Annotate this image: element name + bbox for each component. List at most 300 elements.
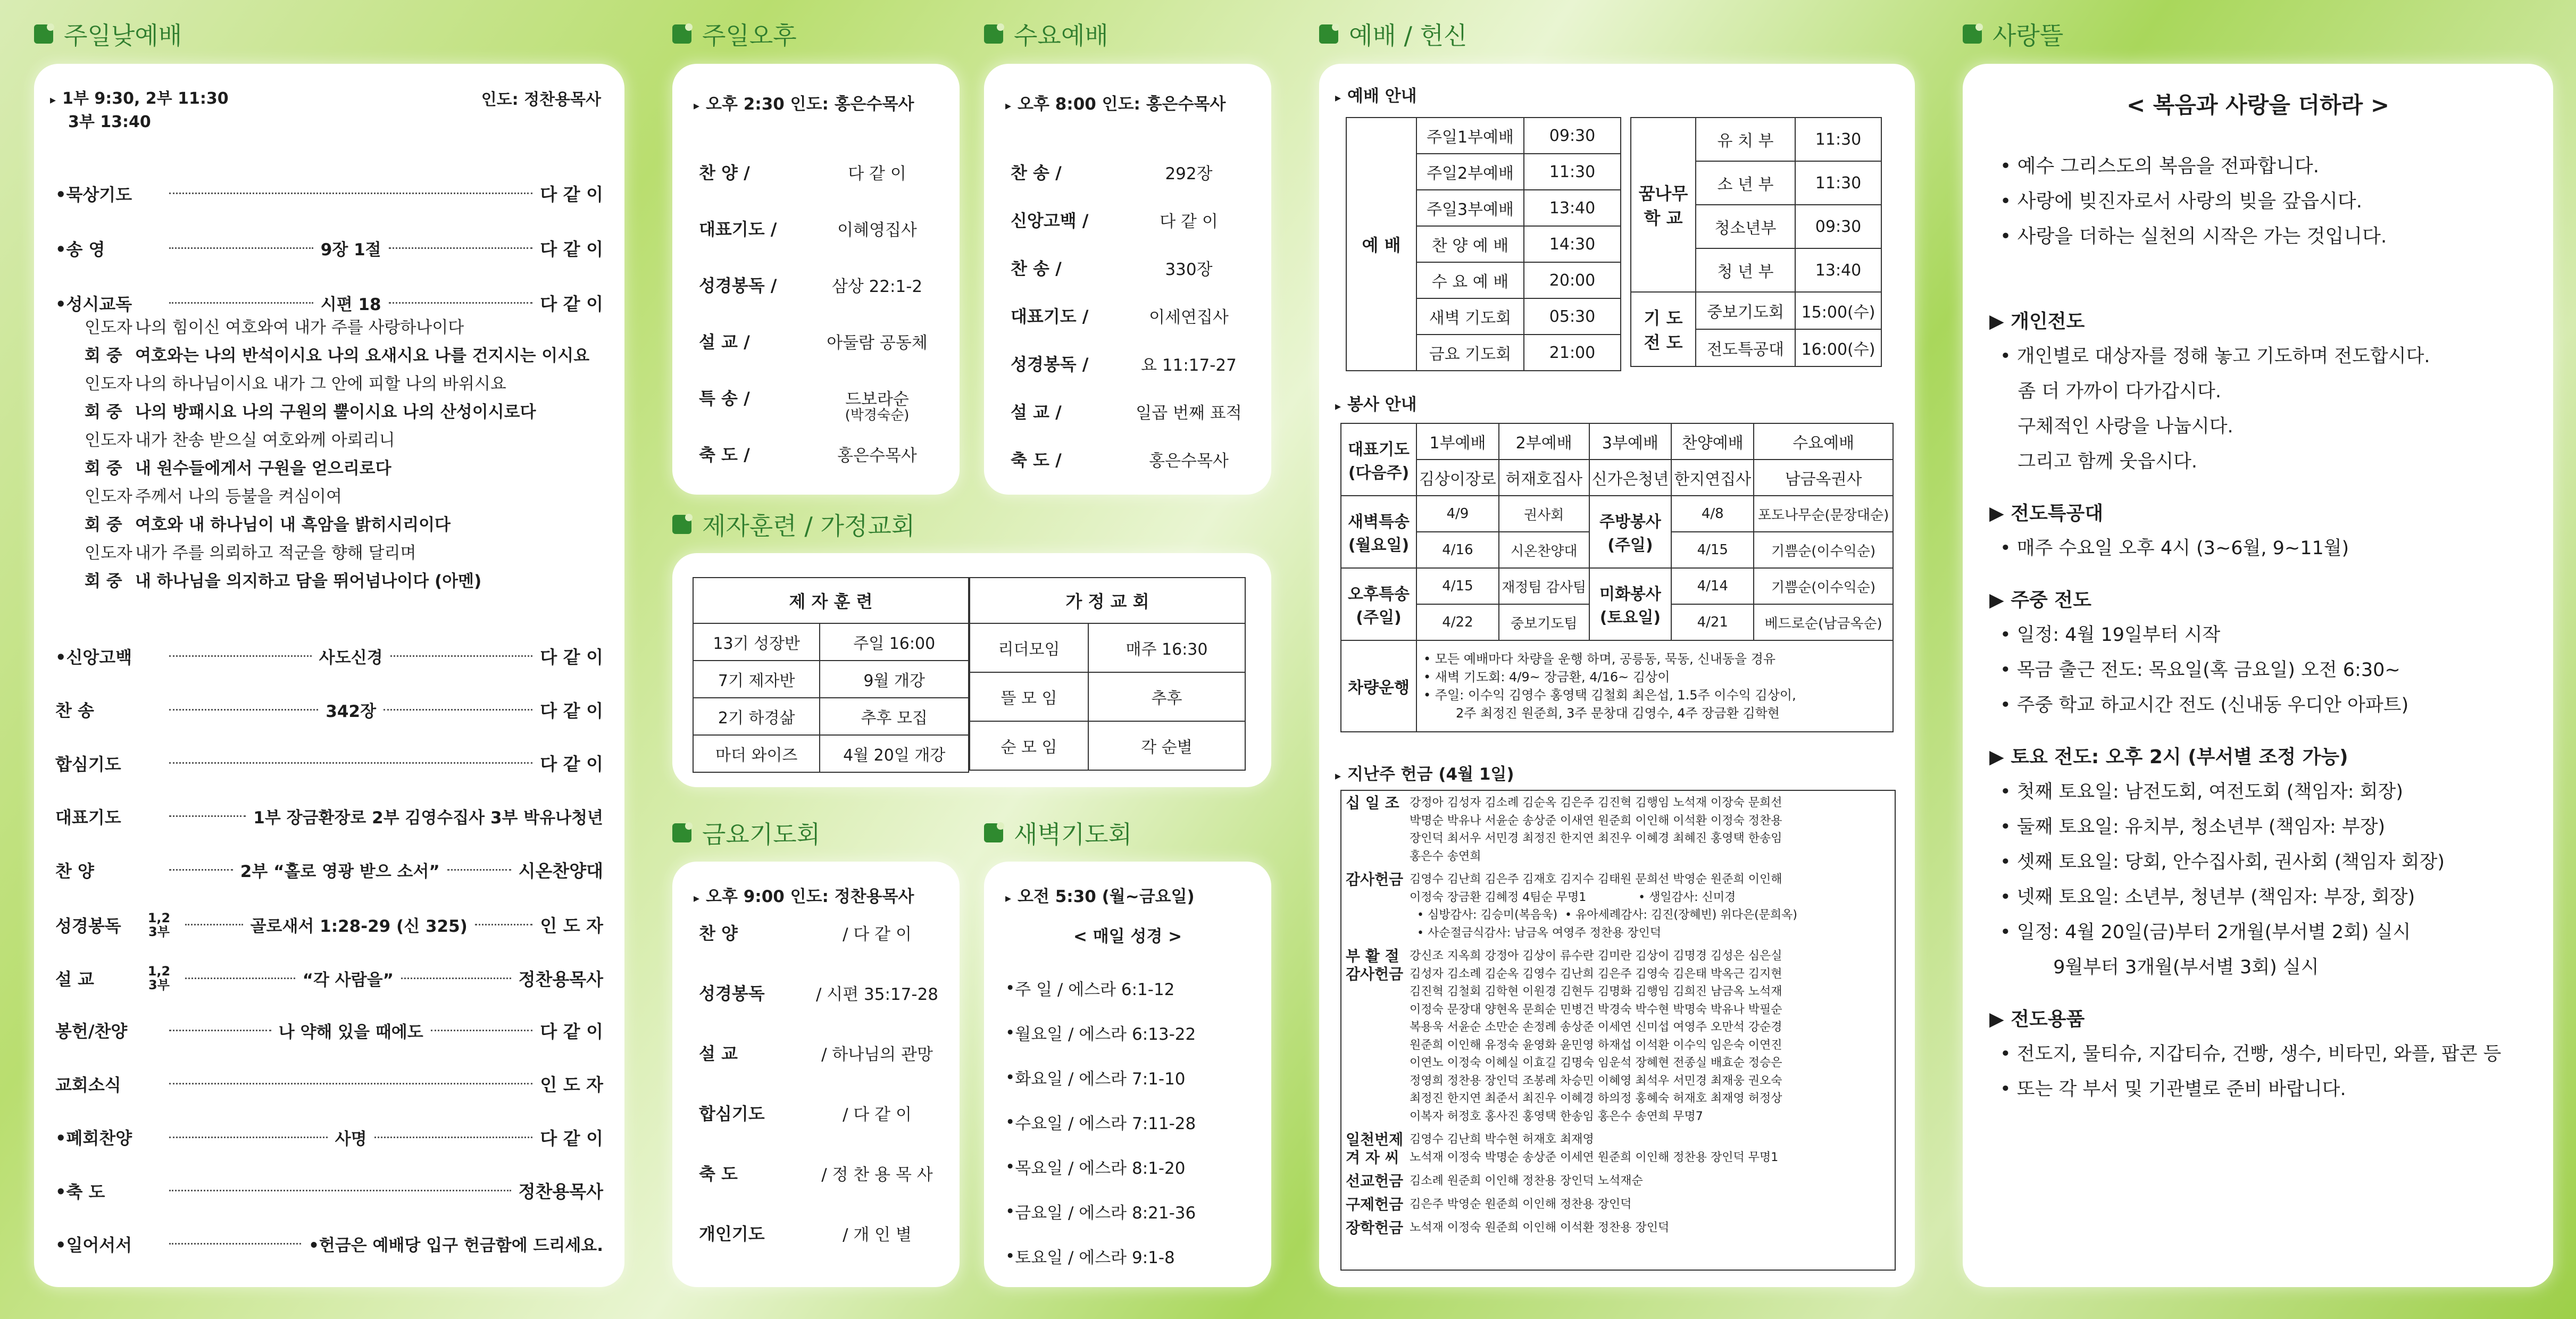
leader-dots	[169, 762, 532, 764]
offering-block	[1341, 944, 1895, 1128]
order-row	[34, 804, 624, 829]
program-value: 292장	[1165, 164, 1213, 183]
triangle-bullet-icon: ▸	[694, 892, 700, 905]
schedule-time: 11:30	[1524, 154, 1621, 190]
program-row	[984, 160, 1271, 184]
order-item: 2부 “홀로 영광 받으 소서”	[240, 862, 440, 881]
offering-label: 십 일 조	[1346, 794, 1399, 812]
program-row	[984, 351, 1271, 375]
duty-header-row	[1341, 423, 1893, 460]
leader-dots	[447, 869, 511, 871]
table-row	[693, 735, 969, 772]
bullet-dot: •	[1005, 1112, 1015, 1132]
duty-name-cell: 허재호집사	[1499, 460, 1589, 496]
program-value: / 개 인 별	[843, 1225, 912, 1245]
program-label: 특 송 /	[699, 388, 750, 408]
leaf-icon	[1963, 24, 1982, 44]
reading-line	[85, 511, 616, 539]
order-row	[34, 1018, 624, 1043]
schedule-name: 수 요 예 배	[1416, 262, 1524, 298]
program-label: 성경봉독 /	[699, 276, 777, 296]
duty-date: 4/21	[1671, 604, 1754, 640]
daily-bible-item	[984, 1021, 1271, 1045]
triangle-bullet-icon: ▸	[1335, 770, 1341, 783]
schedule-name: 주일3부예배	[1416, 190, 1524, 226]
schedule-row	[1346, 118, 1621, 154]
leaf-icon	[672, 24, 691, 44]
love-section-title: ▶ 토요 전도: 오후 2시 (부서별 조정 가능)	[1989, 746, 2348, 768]
order-person: 다 같 이	[540, 294, 604, 314]
table-cell: 4월 20일 개강	[820, 735, 969, 772]
order-label: 찬 양	[55, 861, 94, 881]
reading-speaker: 인도자	[85, 318, 132, 337]
order-item: 1부 장금환장로 2부 김영수집사 3부 박유나청년	[253, 808, 603, 828]
order-label: •송 영	[55, 239, 105, 260]
program-label: 찬 송 /	[1011, 163, 1062, 183]
leader-dots	[389, 247, 533, 249]
order-item: 9장 1절	[320, 240, 381, 260]
leader-dots	[169, 302, 313, 304]
offering-label: 선교헌금	[1346, 1172, 1404, 1190]
friday-card: ▸ 오후 9:00 인도: 정찬용목사 찬 양 / 다 같 이 성경봉독 / 시편 35:17-28 설 교 / 하나님의 관망 합심기도 / 다 같 이 축 도 / 정 찬 용 목 사 개인기도 / 개 인 별	[672, 862, 960, 1287]
daily-bible-item	[984, 1110, 1271, 1134]
leaf-icon	[672, 515, 691, 534]
reading-text: 내가 찬송 받으실 여호와께 아뢰리니	[135, 431, 395, 450]
schedule-name: 주일1부예배	[1416, 118, 1524, 154]
leader-dots	[169, 1137, 328, 1138]
offering-line: 복용욱 서윤순 소만순 손정례 송상준 이세연 신미섭 여영주 오만석 강순경	[1410, 1021, 1782, 1034]
duty-name-row	[1341, 460, 1893, 496]
order-person: 정찬용목사	[518, 1181, 603, 1202]
schedule-time: 11:30	[1795, 118, 1881, 161]
program-row	[672, 160, 960, 184]
love-section-line: • 첫째 토요일: 남전도회, 여전도회 (책임자: 회장)	[2000, 781, 2403, 803]
leader-dots	[169, 193, 532, 194]
offering-block	[1341, 1192, 1895, 1216]
order-row	[34, 697, 624, 722]
program-row	[984, 207, 1271, 232]
training-card	[672, 553, 1271, 787]
reading-speaker: 회 중	[85, 572, 122, 591]
wednesday-card: ▸ 오후 8:00 인도: 홍은수목사 찬 송 / 292장 신앙고백 / 다 같 이 찬 송 / 330장 대표기도 / 이세연집사 성경봉독 / 요 11:17-27 설 교 / 일곱 번째 표적 축 도 / 홍은수목사	[984, 64, 1271, 495]
order-person: 다 같 이	[540, 239, 604, 260]
table-cell: 9월 개강	[820, 661, 969, 698]
schedule-name: 주일2부예배	[1416, 154, 1524, 190]
reading-speaker: 인도자	[85, 374, 132, 394]
offering-names	[1410, 1172, 1643, 1190]
daily-bible-item	[984, 1244, 1271, 1268]
offering-line: 원준희 이인해 유정숙 윤영화 윤민영 하재섭 이석환 이수익 임은숙 이연진	[1410, 1038, 1782, 1052]
order-label: •묵상기도	[55, 184, 132, 205]
program-label: 대표기도 /	[1011, 306, 1089, 327]
order-person: 다 같 이	[540, 184, 603, 205]
table-cell: 추후 모집	[820, 698, 969, 735]
offering-line: 이연노 이정숙 이혜실 이효길 김명숙 임운석 장혜현 전종실 배효순 정승은	[1410, 1056, 1782, 1070]
home-church-table: 가 정 교 회 리더모임 매주 16:30 뜰 모 임 추후 순 모 임 각 순별	[969, 577, 1246, 771]
table-row	[693, 698, 969, 735]
reading-text: 내 하나님을 의지하고 담을 뛰어넘나이다 (아멘)	[135, 572, 482, 591]
program-label: 대표기도 /	[699, 219, 777, 239]
order-row	[34, 1178, 624, 1203]
program-value: 홍은수목사	[837, 446, 917, 465]
leader-dots	[384, 709, 532, 711]
table-cell: 13기 성장반	[693, 623, 820, 661]
duty-date: 4/8	[1671, 496, 1754, 532]
duty-row	[1341, 496, 1893, 532]
duty-name-cell: 남금옥권사	[1754, 460, 1893, 496]
reading-text: 내 원수들에게서 구원을 얻으리로다	[135, 459, 391, 478]
duty-header-cell: 찬양예배	[1671, 423, 1754, 460]
program-label: 성경봉독 /	[1011, 354, 1089, 374]
table-row	[970, 623, 1245, 672]
schedule-time: 11:30	[1795, 161, 1881, 205]
program-row	[672, 1221, 960, 1245]
bullet-dot: •	[1005, 1023, 1015, 1042]
table-cell: 순 모 임	[970, 721, 1088, 770]
program-label: 찬 양 /	[699, 163, 750, 183]
leader-dots	[390, 655, 533, 657]
duty-date: 4/16	[1416, 532, 1499, 568]
order-item: 342장	[326, 702, 377, 721]
program-row	[672, 1040, 960, 1065]
reading-line	[85, 539, 616, 567]
love-section-title: ▶ 전도용품	[1989, 1008, 2085, 1030]
duty-team: 베드로순(남금옥순)	[1754, 604, 1893, 640]
daily-bible-text: 토요일 / 에스라 9:1-8	[1015, 1248, 1175, 1267]
order-row	[34, 911, 624, 939]
program-label: 설 교	[699, 1043, 738, 1064]
schedule-time: 20:00	[1524, 262, 1621, 298]
car-line: • 주일: 이수익 김영수 홍영택 김철회 최은섭, 1.5주 이수익 김상이,	[1423, 688, 1796, 703]
table-cell: 2기 하경삶	[693, 698, 820, 735]
table-cell: 리더모임	[970, 623, 1088, 672]
order-row	[34, 644, 624, 669]
daily-bible-text: 목요일 / 에스라 8:1-20	[1015, 1159, 1186, 1178]
program-value: / 다 같 이	[843, 924, 912, 944]
love-section-line: 그리고 함께 웃읍시다.	[2000, 451, 2198, 472]
love-section-title: ▶ 전도특공대	[1989, 503, 2104, 524]
offering-label: 부 활 절 감사헌금	[1346, 947, 1404, 983]
duty-group-label: 미화봉사 (토요일)	[1589, 568, 1672, 640]
program-row	[984, 303, 1271, 328]
section-header-love: 사랑뜰	[1963, 15, 2063, 53]
order-row	[34, 236, 624, 261]
leader-dots	[374, 1137, 533, 1138]
table-cell: 매주 16:30	[1088, 623, 1245, 672]
section-header-sunday: 주일낮예배	[34, 15, 182, 53]
schedule-time: 13:40	[1795, 248, 1881, 292]
program-row	[672, 1161, 960, 1185]
order-person: 시온찬양대	[518, 861, 603, 881]
love-sections	[1989, 287, 2542, 1107]
daily-bible-text: 금요일 / 에스라 8:21-36	[1015, 1204, 1196, 1223]
love-section-title: ▶ 개인전도	[1989, 311, 2085, 332]
offering-label: 장학헌금	[1346, 1219, 1404, 1237]
love-section-line: • 주중 학교 하교시간 전도 (신내동 우디안 아파트)	[2000, 695, 2409, 716]
program-label: 합심기도	[699, 1104, 765, 1124]
reading-speaker: 회 중	[85, 403, 122, 422]
program-label: 축 도 /	[1011, 450, 1062, 470]
table-row	[693, 661, 969, 698]
leaf-icon	[1319, 24, 1338, 44]
offering-label: 구제헌금	[1346, 1196, 1404, 1213]
duty-name-cell: 한지연집사	[1671, 460, 1754, 496]
reading-line	[85, 455, 616, 483]
table-cell: 마더 와이즈	[693, 735, 820, 772]
offering-line: 이정숙 장금환 김혜정 4팀순 무명1 • 생일감사: 신미경	[1410, 890, 1736, 904]
order-row	[34, 857, 624, 882]
offering-line: 정영희 정찬용 장인덕 조봉례 차승민 이혜영 최석우 서민경 최재웅 권오숙	[1410, 1074, 1782, 1088]
offering-line: 김영수 김난희 박수현 허재호 최재영	[1410, 1133, 1594, 1146]
offering-list	[1340, 790, 1896, 1271]
order-label: •폐회찬양	[55, 1128, 132, 1148]
program-label: 축 도 /	[699, 445, 750, 465]
program-value: 330장	[1165, 260, 1213, 279]
duty-header-cell: 3부예배	[1589, 423, 1672, 460]
intro-line: • 사랑에 빚진자로서 사랑의 빚을 갚읍시다.	[2000, 190, 2363, 212]
offering-names	[1410, 1131, 1778, 1167]
schedule-row	[1631, 118, 1881, 161]
car-row	[1341, 640, 1893, 732]
program-label: 축 도	[699, 1164, 738, 1184]
duty-group-label: 주방봉사 (주일)	[1589, 496, 1672, 568]
order-item: •헌금은 예배당 입구 헌금함에 드리세요.	[309, 1236, 603, 1255]
service-duty-table	[1340, 423, 1894, 732]
leader-dots	[169, 1030, 271, 1031]
program-row	[984, 447, 1271, 471]
daily-bible-text: 화요일 / 에스라 7:1-10	[1015, 1070, 1186, 1089]
afternoon-card: ▸ 오후 2:30 인도: 홍은수목사 찬 양 / 다 같 이 대표기도 / 이혜영집사 성경봉독 / 삼상 22:1-2 설 교 / 아둘람 공동체 특 송 / 드보라순 축 도 / 홍은수목사 (박경숙순)	[672, 64, 960, 495]
reading-line	[85, 398, 616, 427]
offering-label: 일천번제 겨 자 씨	[1346, 1131, 1404, 1166]
order-row	[34, 1071, 624, 1096]
love-section-line: • 셋째 토요일: 당회, 안수집사회, 권사회 (책임자 회장)	[2000, 851, 2445, 873]
section-header-worship: 예배 / 헌신	[1319, 15, 1468, 53]
program-label: 찬 양	[699, 923, 738, 944]
duty-date: 4/15	[1671, 532, 1754, 568]
schedule-name: 청소년부	[1696, 205, 1795, 248]
daily-bible-item	[984, 1199, 1271, 1223]
offering-line: 강신조 지옥희 강정아 김상이 류수란 김미란 김상이 김명경 김성은 심은실	[1410, 949, 1782, 963]
reading-line	[85, 483, 616, 511]
offering-block	[1341, 867, 1895, 944]
love-section-line: • 목금 출근 전도: 목요일(혹 금요일) 오전 6:30~	[2000, 660, 2400, 681]
love-section-line: • 또는 각 부서 및 기관별로 준비 바랍니다.	[2000, 1079, 2346, 1100]
bullet-dot: •	[1005, 978, 1015, 998]
schedule-group-label: 꿈나무 학 교	[1631, 118, 1696, 292]
worship-schedule-table	[1346, 117, 1621, 371]
leader-dots	[185, 924, 243, 925]
program-value: 아둘람 공동체	[827, 333, 928, 353]
duty-date: 4/9	[1416, 496, 1499, 532]
sunday-service-card: ▸ 1부 9:30, 2부 11:30 3부 13:40 인도: 정찬용목사 •묵상기도 다 같 이 •송 영 9장 1절 다 같 이 •성시교독 시편 18 다 같 이 인도자 나의 힘이신 여호와여 내가 주를 사랑하나이다 회 중 여호와는 나의 반석이시요 나의 요새시요 나를 건지시는 이시요 인도자 나의 하나님이시요 내가 그 안에 피할 나의 바위시요 회 중 나의 방패시요 나의 구원의 뿔이시요 나의 산성이시로다 인도자 내가 찬송 받으실 여호와께 아뢰리니 회 중 내 원수들에게서 구원을 얻으리로다 인도자 주께서 나의 등불을 켜심이여 회 중 여호와 내 하나님이 내 흑암을 밝히시리이다 인도자 내가 주를 의뢰하고 적군을 향해 달리며 회 중 내 하나님을 의지하고 담을 뛰어넘나이다 (아멘) •신앙고백 사도신경 다 같 이 찬 송 342장 다 같 이 합심기도 다 같 이 대표기도 1부 장금환장로 2부 김영수집사 3부 박유나청년 찬 양 2부 “홀로 영광 받으 소서” 시온찬양대 성경봉독 1,2 3부 골로새서 1:28-29 (신 325) 인 도 자 설 교 1,2 3부 “각 사람을” 정찬용목사 봉헌/찬양 나 약해 있을 때에도 다 같 이 교회소식 인 도 자 •폐회찬양 사명 다 같 이 •축 도 정찬용목사 •일어서서 •헌금은 예배당 입구 헌금함에 드리세요.	[34, 64, 624, 1287]
order-item: 나 약해 있을 때에도	[278, 1022, 423, 1042]
order-item: 사명	[335, 1129, 367, 1149]
program-value: / 시편 35:17-28	[816, 984, 939, 1004]
leader-dots	[475, 924, 533, 925]
table-cell: 주일 16:00	[820, 623, 969, 661]
program-label: 성경봉독	[699, 983, 765, 1004]
order-row	[34, 964, 624, 992]
order-person: 다 같 이	[540, 754, 603, 774]
order-item: 시편 18	[320, 295, 381, 314]
reading-speaker: 인도자	[85, 431, 132, 450]
offering-line: 박명순 박유나 서윤순 송상준 이새연 원준희 이인해 이석환 이정숙 정찬용	[1410, 814, 1782, 828]
bullet-dot: •	[1005, 1201, 1015, 1221]
schedule-time: 14:30	[1524, 226, 1621, 262]
duty-team: 재정팀 감사팀	[1499, 568, 1589, 604]
program-label: 찬 송 /	[1011, 258, 1062, 279]
love-section-line: 9월부터 3개월(부서별 3회) 실시	[2000, 957, 2319, 978]
section-header-friday: 금요기도회	[672, 814, 820, 852]
reading-text: 나의 힘이신 여호와여 내가 주를 사랑하나이다	[135, 318, 464, 337]
program-value: / 하나님의 관망	[821, 1045, 933, 1064]
program-row	[672, 1100, 960, 1125]
order-row	[34, 181, 624, 206]
schedule-name: 중보기도회	[1696, 292, 1795, 329]
program-row	[984, 399, 1271, 423]
order-person: 다 같 이	[540, 700, 603, 721]
order-person: 인 도 자	[540, 1074, 603, 1095]
service-note: 1,2 3부	[147, 964, 171, 992]
order-person: 다 같 이	[540, 1021, 604, 1042]
offering-names	[1410, 1196, 1632, 1214]
love-section-line: • 전도지, 물티슈, 지갑티슈, 건빵, 생수, 비타민, 와플, 팝콘 등	[2000, 1043, 2502, 1065]
triangle-bullet-icon: ▸	[1335, 91, 1341, 105]
offering-names	[1410, 947, 1782, 1125]
love-section-line: 구체적인 사랑을 나눕시다.	[2000, 416, 2233, 437]
section-header-training: 제자훈련 / 가정교회	[672, 505, 915, 544]
program-label: 신앙고백 /	[1011, 211, 1089, 231]
schedule-name: 전도특공대	[1696, 329, 1795, 366]
program-label: 개인기도	[699, 1224, 765, 1244]
offering-names	[1410, 871, 1797, 942]
program-value: / 다 같 이	[843, 1105, 912, 1124]
schedule-name: 유 치 부	[1696, 118, 1795, 161]
duty-header-cell: 대표기도 (다음주)	[1341, 423, 1416, 496]
leaf-icon	[672, 823, 691, 842]
program-value: 이세연집사	[1149, 307, 1229, 327]
training-table: 제 자 훈 련 13기 성장반 주일 16:00 7기 제자반 9월 개강 2기 하경삶 추후 모집 마더 와이즈 4월 20일 개강	[693, 577, 969, 773]
schedule-name: 찬 양 예 배	[1416, 226, 1524, 262]
order-label: 대표기도	[55, 807, 121, 828]
offering-label: 감사헌금	[1346, 871, 1404, 888]
leaf-icon	[984, 24, 1003, 44]
schedule-group-label: 기 도 전 도	[1631, 292, 1696, 366]
reading-speaker: 인도자	[85, 544, 132, 563]
triangle-bullet-icon: ▸	[50, 94, 56, 107]
reading-speaker: 인도자	[85, 487, 132, 506]
program-row	[984, 255, 1271, 280]
love-card: < 복음과 사랑을 더하라 > • 예수 그리스도의 복음을 전파합니다. • 사랑에 빚진자로서 사랑의 빚을 갚읍시다. • 사랑을 더하는 실천의 시작은 가는 것입니다. ▶ 개인전도 • 개인별로 대상자를 정해 놓고 기도하며 전도합시다. 좀 더 가까이 다가갑시다. 구체적인 사랑을 나눕시다. 그리고 함께 웃읍시다. ▶ 전도특공대 • 매주 수요일 오후 4시 (3~6월, 9~11월) ▶ 주중 전도 • 일정: 4월 19일부터 시작 • 목금 출근 전도: 목요일(혹 금요일) 오전 6:30~ • 주중 학교 하교시간 전도 (신내동 우디안 아파트) ▶ 토요 전도: 오후 2시 (부서별 조정 가능) • 첫째 토요일: 남전도회, 여전도회 (책임자: 회장) • 둘째 토요일: 유치부, 청소년부 (책임자: 부장) • 셋째 토요일: 당회, 안수집사회, 권사회 (책임자 회장) • 넷째 토요일: 소년부, 청년부 (책임자: 부장, 회장) • 일정: 4월 20일(금)부터 2개월(부서별 2회) 실시 9월부터 3개월(부서별 3회) 실시 ▶ 전도용품 • 전도지, 물티슈, 지갑티슈, 건빵, 생수, 비타민, 와플, 팝콘 등 • 또는 각 부서 및 기관별로 준비 바랍니다.	[1963, 64, 2553, 1287]
leader-dots	[169, 815, 246, 817]
love-section-line: • 넷째 토요일: 소년부, 청년부 (책임자: 부장, 회장)	[2000, 887, 2415, 908]
duty-team: 중보기도팀	[1499, 604, 1589, 640]
program-value: 이혜영집사	[837, 220, 917, 240]
program-value: 요 11:17-27	[1141, 355, 1237, 375]
reading-speaker: 회 중	[85, 459, 122, 478]
order-label: •일어서서	[55, 1234, 132, 1255]
car-line: 2주 최정진 원준희, 3주 문창대 김영수, 4주 장금환 김학현	[1423, 706, 1780, 721]
reading-speaker: 회 중	[85, 515, 122, 535]
program-value: / 정 찬 용 목 사	[821, 1165, 933, 1184]
offering-block	[1341, 791, 1895, 867]
offering-line: 홍은수 송연희	[1410, 849, 1481, 863]
bullet-dot: •	[1005, 1067, 1015, 1087]
triangle-bullet-icon: ▸	[1005, 892, 1012, 905]
table-row	[970, 672, 1245, 721]
schedule-row	[1631, 292, 1881, 329]
offering-line: 김진혁 김철회 김학현 이원경 김현두 김명화 김행임 김희진 남금옥 노석재	[1410, 985, 1782, 998]
program-row	[672, 329, 960, 353]
offering-block	[1341, 1169, 1895, 1192]
order-row	[34, 1232, 624, 1256]
leader-dots	[431, 1030, 533, 1031]
service-note: 1,2 3부	[147, 910, 171, 939]
table-row	[693, 623, 969, 661]
love-section-line: • 일정: 4월 19일부터 시작	[2000, 624, 2221, 646]
program-value: 드보라순	[845, 389, 909, 409]
intro-line: • 사랑을 더하는 실천의 시작은 가는 것입니다.	[2000, 226, 2387, 247]
schedule-name: 청 년 부	[1696, 248, 1795, 292]
reading-speaker: 회 중	[85, 346, 122, 365]
daily-bible-text: 월요일 / 에스라 6:13-22	[1015, 1025, 1196, 1044]
reading-text: 여호와 내 하나님이 내 흑암을 밝히시리이다	[135, 515, 451, 535]
daily-bible-item	[984, 976, 1271, 1000]
duty-team: 권사회	[1499, 496, 1589, 532]
program-label: 설 교 /	[1011, 402, 1062, 422]
reading-text: 나의 하나님이시요 내가 그 안에 피할 나의 바위시요	[135, 374, 506, 394]
duty-team: 기쁨순(이수익순)	[1754, 532, 1893, 568]
schedule-time: 05:30	[1524, 298, 1621, 335]
reading-line	[85, 427, 616, 455]
leader-dots	[169, 1243, 301, 1245]
order-person: 다 같 이	[540, 1128, 603, 1149]
daily-bible-item	[984, 1065, 1271, 1089]
reading-line	[85, 342, 616, 370]
order-label: 설 교	[55, 969, 94, 989]
daily-bible-text: 수요일 / 에스라 7:11-28	[1015, 1114, 1196, 1133]
offering-line: 최정진 한지연 최준서 최진우 이혜경 하의정 홍혜숙 허재호 최재영 허정상	[1410, 1092, 1782, 1105]
special-song-sub: (박경숙순)	[845, 407, 910, 423]
schedule-name: 금요 기도회	[1416, 335, 1524, 371]
reading-text: 내가 주를 의뢰하고 적군을 향해 달리며	[135, 544, 416, 563]
duty-name-cell: 김상이장로	[1416, 460, 1499, 496]
order-person: 인 도 자	[540, 915, 604, 936]
offering-line: 이정숙 문장대 양현옥 문희순 민병건 박경숙 박수현 박명숙 박유나 박필순	[1410, 1003, 1782, 1016]
duty-date: 4/22	[1416, 604, 1499, 640]
leader-dots	[169, 655, 312, 657]
bullet-dot: •	[1005, 1157, 1015, 1176]
duty-team: 시온찬양대	[1499, 532, 1589, 568]
order-item: “각 사람을”	[302, 970, 394, 990]
reading-text: 나의 방패시요 나의 구원의 뿔이시요 나의 산성이시로다	[135, 403, 536, 422]
schedule-time: 09:30	[1795, 205, 1881, 248]
program-row	[672, 920, 960, 945]
duty-team: 포도나무순(문장대순)	[1754, 496, 1893, 532]
order-label: 봉헌/찬양	[55, 1021, 128, 1041]
worship-card: ▸ 예배 안내 예 배 주일1부예배 09:30 주일2부예배 11:30 주일3부예배 13:40 찬 양 예 배 14:30 수 요 예 배 20:00 새벽 기도회 05:30 금요 기도회 21:00 꿈나무 학 교 유 치 부 11:30 소 년 부 11:30 청소년부 09:30 청 년 부 13:40 기 도 전 도 중보기도회 15:00(수) 전도특공대 16:00(수) ▸ 봉사 안내 대표기도 (다음주) 1부예배 2부예배 3부예배 찬양예배 수요예배 김상이장로 허재호집사 신가은청년 한지연집사 남금옥권사 새벽특송 (월요일) 4/9 권사회 주방봉사 (주일) 4/8 포도나무순(문장대순) 4/16 시온찬양대 4/15 기쁨순(이수익순) 오후특송 (주일) 4/15 재정팀 감사팀 미화봉사 (토요일) 4/14 기쁨순(이수익순) 4/22 중보기도팀 4/21 베드로순(남금옥순) 차량운행 • 모든 예배마다 차량을 운행 하며, 공릉동, 묵동, 신내동을 경유 • 새벽 기도회: 4/9~ 장금환, 4/16~ 김상이 • 주일: 이수익 김영수 홍영택 김철회 최은섭, 1.5주 이수익 김상이, 2주 최정진 원준희, 3주 문창대 김영수, 4주 장금환 김학현 ▸ 지난주 헌금 (4월 1일) 십 일 조 강정아 김성자 김소례 김순옥 김은주 김진혁 김행임 노석재 이장숙 문희선 박명순 박유나 서윤순 송상준 이새연 원준희 이인해 이석환 이정숙 정찬용 장인덕 최서우 서민경 최정진 한지연 최진우 이혜경 최혜진 홍영택 한송임 홍은수 송연희 감사헌금 김영수 김난희 김은주 김재호 김지수 김태원 문희선 박영순 원준희 이인해 이정숙 장금환 김혜정 4팀순 무명1 • 생일감사: 신미경 • 심방감사: 김승미(복음욱) • 유아세례감사: 김진(장혜빈) 위다은(문희옥) • 사순절금식감사: 남금옥 여영주 정찬용 장인덕 부 활 절 감사헌금 강신조 지옥희 강정아 김상이 류수란 김미란 김상이 김명경 김성은 심은실 김성자 김소례 김순옥 김영수 김난희 김은주 김영숙 김은태 박옥근 김지현 김진혁 김철회 김학현 이원경 김현두 김명화 김행임 김희진 남금옥 노석재 이정숙 문장대 양현옥 문희순 민병건 박경숙 박수현 박명숙 박유나 박필순 복용욱 서윤순 소만순 손정례 송상준 이세연 신미섭 여영주 오만석 강순경 원준희 이인해 유정숙 윤영화 윤민영 하재섭 이석환 이수익 임은숙 이연진 이연노 이정숙 이혜실 이효길 김명숙 임운석 장혜현 전종실 배효순 정승은 정영희 정찬용 장인덕 조봉례 차승민 이혜영 최석우 서민경 최재웅 권오숙 최정진 한지연 최준서 최진우 이혜경 하의정 홍혜숙 허재호 최재영 허정상 이복자 허정호 홍사진 홍영택 한송임 홍은수 송연희 무명7 일천번제 겨 자 씨 김영수 김난희 박수현 허재호 최재영 노석재 이정숙 박명순 송상준 이세연 원준희 이인해 정찬용 장인덕 무명1 선교헌금 김소례 원준희 이인해 정찬용 장인덕 노석재순 구제헌금 김은주 박영순 원준희 이인해 정찬용 장인덕 장학헌금 노석재 이정숙 원준희 이인해 이석환 정찬용 장인덕	[1319, 64, 1915, 1287]
car-label: 차량운행	[1341, 640, 1416, 732]
program-row	[672, 441, 960, 466]
leader: 인도: 정찬용목사	[481, 90, 601, 109]
duty-date: 4/15	[1416, 568, 1499, 604]
leaf-icon	[984, 823, 1003, 842]
offering-line: 노석재 이정숙 원준희 이인해 이석환 정찬용 장인덕	[1410, 1221, 1670, 1234]
car-line: • 모든 예배마다 차량을 운행 하며, 공릉동, 묵동, 신내동을 경유	[1423, 652, 1776, 666]
order-person: 다 같 이	[540, 647, 604, 667]
order-item: 사도신경	[319, 648, 383, 667]
